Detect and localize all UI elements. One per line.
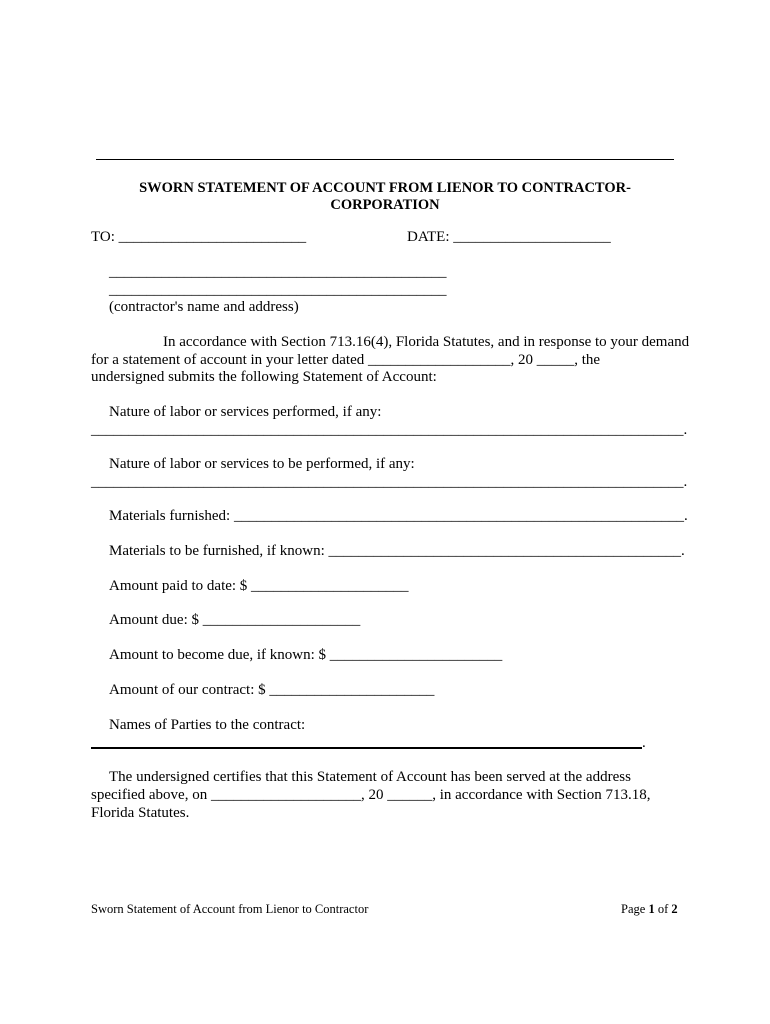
amount-paid-field[interactable]: Amount paid to date: $ _____________________ (109, 578, 409, 594)
footer-title: Sworn Statement of Account from Lienor to Contractor (91, 902, 369, 916)
address-line-2[interactable]: _____________________________________________ (109, 282, 447, 298)
labor-to-perform-line[interactable]: _______________________________________________________________________________. (91, 474, 688, 490)
materials-to-furnish-field[interactable]: Materials to be furnished, if known: _______________________________________________. (109, 543, 685, 559)
parties-label: Names of Parties to the contract: (109, 717, 306, 733)
intro-line-1: In accordance with Section 713.16(4), Florida Statutes, and in response to your demand (163, 334, 690, 350)
intro-line-2: for a statement of account in your letter dated ___________________, 20 _____, the (91, 352, 601, 368)
parties-line[interactable] (91, 747, 642, 749)
document-title-line-1: SWORN STATEMENT OF ACCOUNT FROM LIENOR TO CONTRACTOR- (139, 180, 631, 196)
amount-due-field[interactable]: Amount due: $ _____________________ (109, 612, 361, 628)
to-field[interactable]: TO: _________________________ (91, 229, 307, 245)
contract-amount-field[interactable]: Amount of our contract: $ ______________________ (109, 682, 435, 698)
date-field[interactable]: DATE: _____________________ (407, 229, 611, 245)
certification-line-2: specified above, on ____________________, 20 ______, in accordance with Section 713.18, (91, 787, 651, 803)
address-line-1[interactable]: _____________________________________________ (109, 264, 447, 280)
parties-period: . (642, 735, 646, 751)
page-current: 1 (648, 902, 655, 916)
top-rule (96, 159, 674, 160)
address-caption: (contractor's name and address) (109, 299, 299, 315)
labor-performed-line[interactable]: _______________________________________________________________________________. (91, 422, 688, 438)
certification-line-3: Florida Statutes. (91, 805, 190, 821)
page-word: Page (621, 902, 646, 916)
intro-line-3: undersigned submits the following Statement of Account: (91, 369, 437, 385)
labor-performed-label: Nature of labor or services performed, if any: (109, 404, 382, 420)
page-number (621, 902, 678, 917)
page-of: of (657, 902, 669, 916)
page-total: 2 (671, 902, 678, 916)
materials-furnished-field[interactable]: Materials furnished: ____________________________________________________________. (109, 508, 688, 524)
amount-to-become-due-field[interactable]: Amount to become due, if known: $ _______________________ (109, 647, 503, 663)
labor-to-perform-label: Nature of labor or services to be performed, if any: (109, 456, 415, 472)
document-title-line-2: CORPORATION (330, 197, 440, 213)
certification-line-1: The undersigned certifies that this Statement of Account has been served at the address (109, 769, 631, 785)
